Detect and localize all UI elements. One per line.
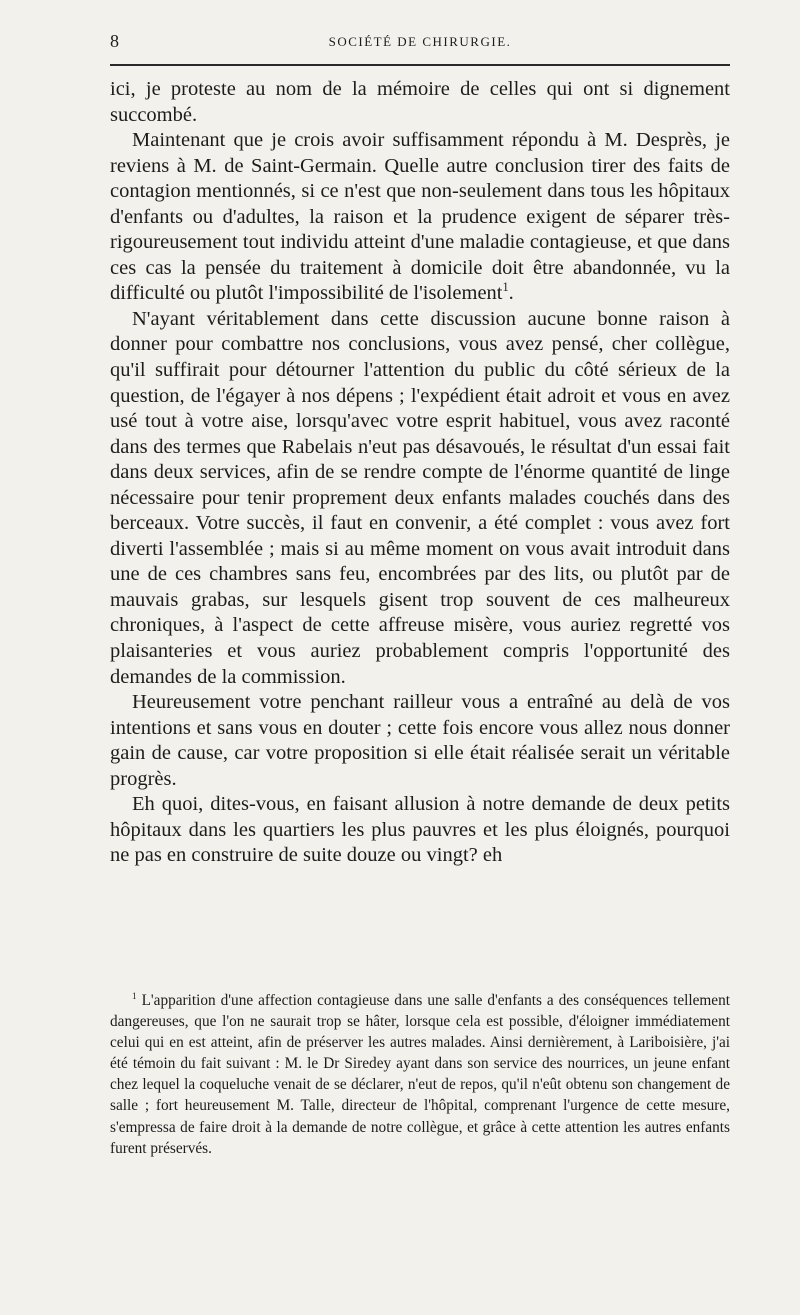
- body-text: [110, 77, 730, 869]
- running-head: SOCIÉTÉ DE CHIRURGIE.: [328, 34, 512, 49]
- footnote-paragraph: [110, 990, 730, 1159]
- paragraph: Heureusement votre penchant railleur vous a entraîné au delà de vos intentions et sans vous en douter ; cette fois encore vous allez nous donner gain de cause, car votre proposition si elle était réalisée serait un véritable progrès.: [110, 691, 730, 790]
- page-header: [110, 30, 730, 60]
- page-number: 8: [110, 31, 119, 51]
- paragraph: N'ayant véritablement dans cette discussion aucune bonne raison à donner pour combattre nos conclusions, vous avez pensé, cher collègue, qu'il suffirait pour détourner l'attention du public du côté sérieux de la question, de l'égayer à nos dépens ; l'expédient était adroit et vous en avez usé tout à votre aise, lorsqu'avec votre esprit habituel, vous avez raconté dans des termes que Rabelais n'eut pas désavoués, le résultat d'un essai fait dans deux services, afin de se rendre compte de l'énorme quantité de linge nécessaire pour tenir proprement deux enfants malades couchés dans des berceaux. Votre succès, il faut en convenir, a été complet : vous avez fort diverti l'assemblée ; mais si au même moment on vous avait introduit dans une de ces chambres sans feu, encombrées par des lits, ou plutôt par de mauvais grabas, sur lesquels gisent trop souvent de ces malheureux chroniques, à l'aspect de cette affreuse misère, vous auriez regretté vos plaisanteries et vous auriez probablement compris l'opportunité des demandes de la commission.: [110, 307, 730, 688]
- footnote-text: L'apparition d'une affection contagieuse dans une salle d'enfants a des conséquences tellement dangereuses, que l'on ne saurait trop se hâter, lorsque cela est possible, d'éloigner immédiatement celui qui en est atteint, afin de préserver les autres malades. Ainsi dernièrement, à Lariboisière, j'ai été témoin du fait suivant : M. le Dr Siredey ayant dans son service des nourrices, un jeune enfant chez lequel la coqueluche venait de se déclarer, n'eut de repos, qu'il n'eût obtenu son changement de salle ; fort heureusement M. Talle, directeur de l'hôpital, comprenant l'urgence de cette mesure, s'empressa de faire droit à la demande de notre collègue, et grâce à cette attention les autres enfants furent préservés.: [110, 992, 730, 1157]
- header-rule: [110, 64, 730, 66]
- footnote-marker: 1: [132, 990, 137, 1001]
- footnote-reference: 1: [502, 280, 509, 295]
- paragraph: Eh quoi, dites-vous, en faisant allusion à notre demande de deux petits hôpitaux dans les quartiers les plus pauvres et les plus éloignés, pourquoi ne pas en construire de suite douze ou vingt? eh: [110, 793, 730, 867]
- paragraph-continuation: ici, je proteste au nom de la mémoire de celles qui ont si dignement succombé.: [110, 78, 730, 126]
- paragraph-end-punctuation: .: [508, 282, 514, 305]
- footnote: [110, 990, 730, 1159]
- paragraph-text: Maintenant que je crois avoir suffisamment répondu à M. Desprès, je reviens à M. de Saint-Germain. Quelle autre conclusion tirer des faits de contagion mentionnés, si ce n'est que non-seulement dans tous les hôpitaux d'enfants ou d'adultes, la raison et la prudence exigent de séparer très-rigoureusement tout individu atteint d'une maladie contagieuse, et que dans ces cas la pensée du traitement à domicile doit être abandonnée, vu la difficulté ou plutôt l'impossibilité de l'isolement: [110, 129, 730, 305]
- paragraph: [110, 128, 730, 307]
